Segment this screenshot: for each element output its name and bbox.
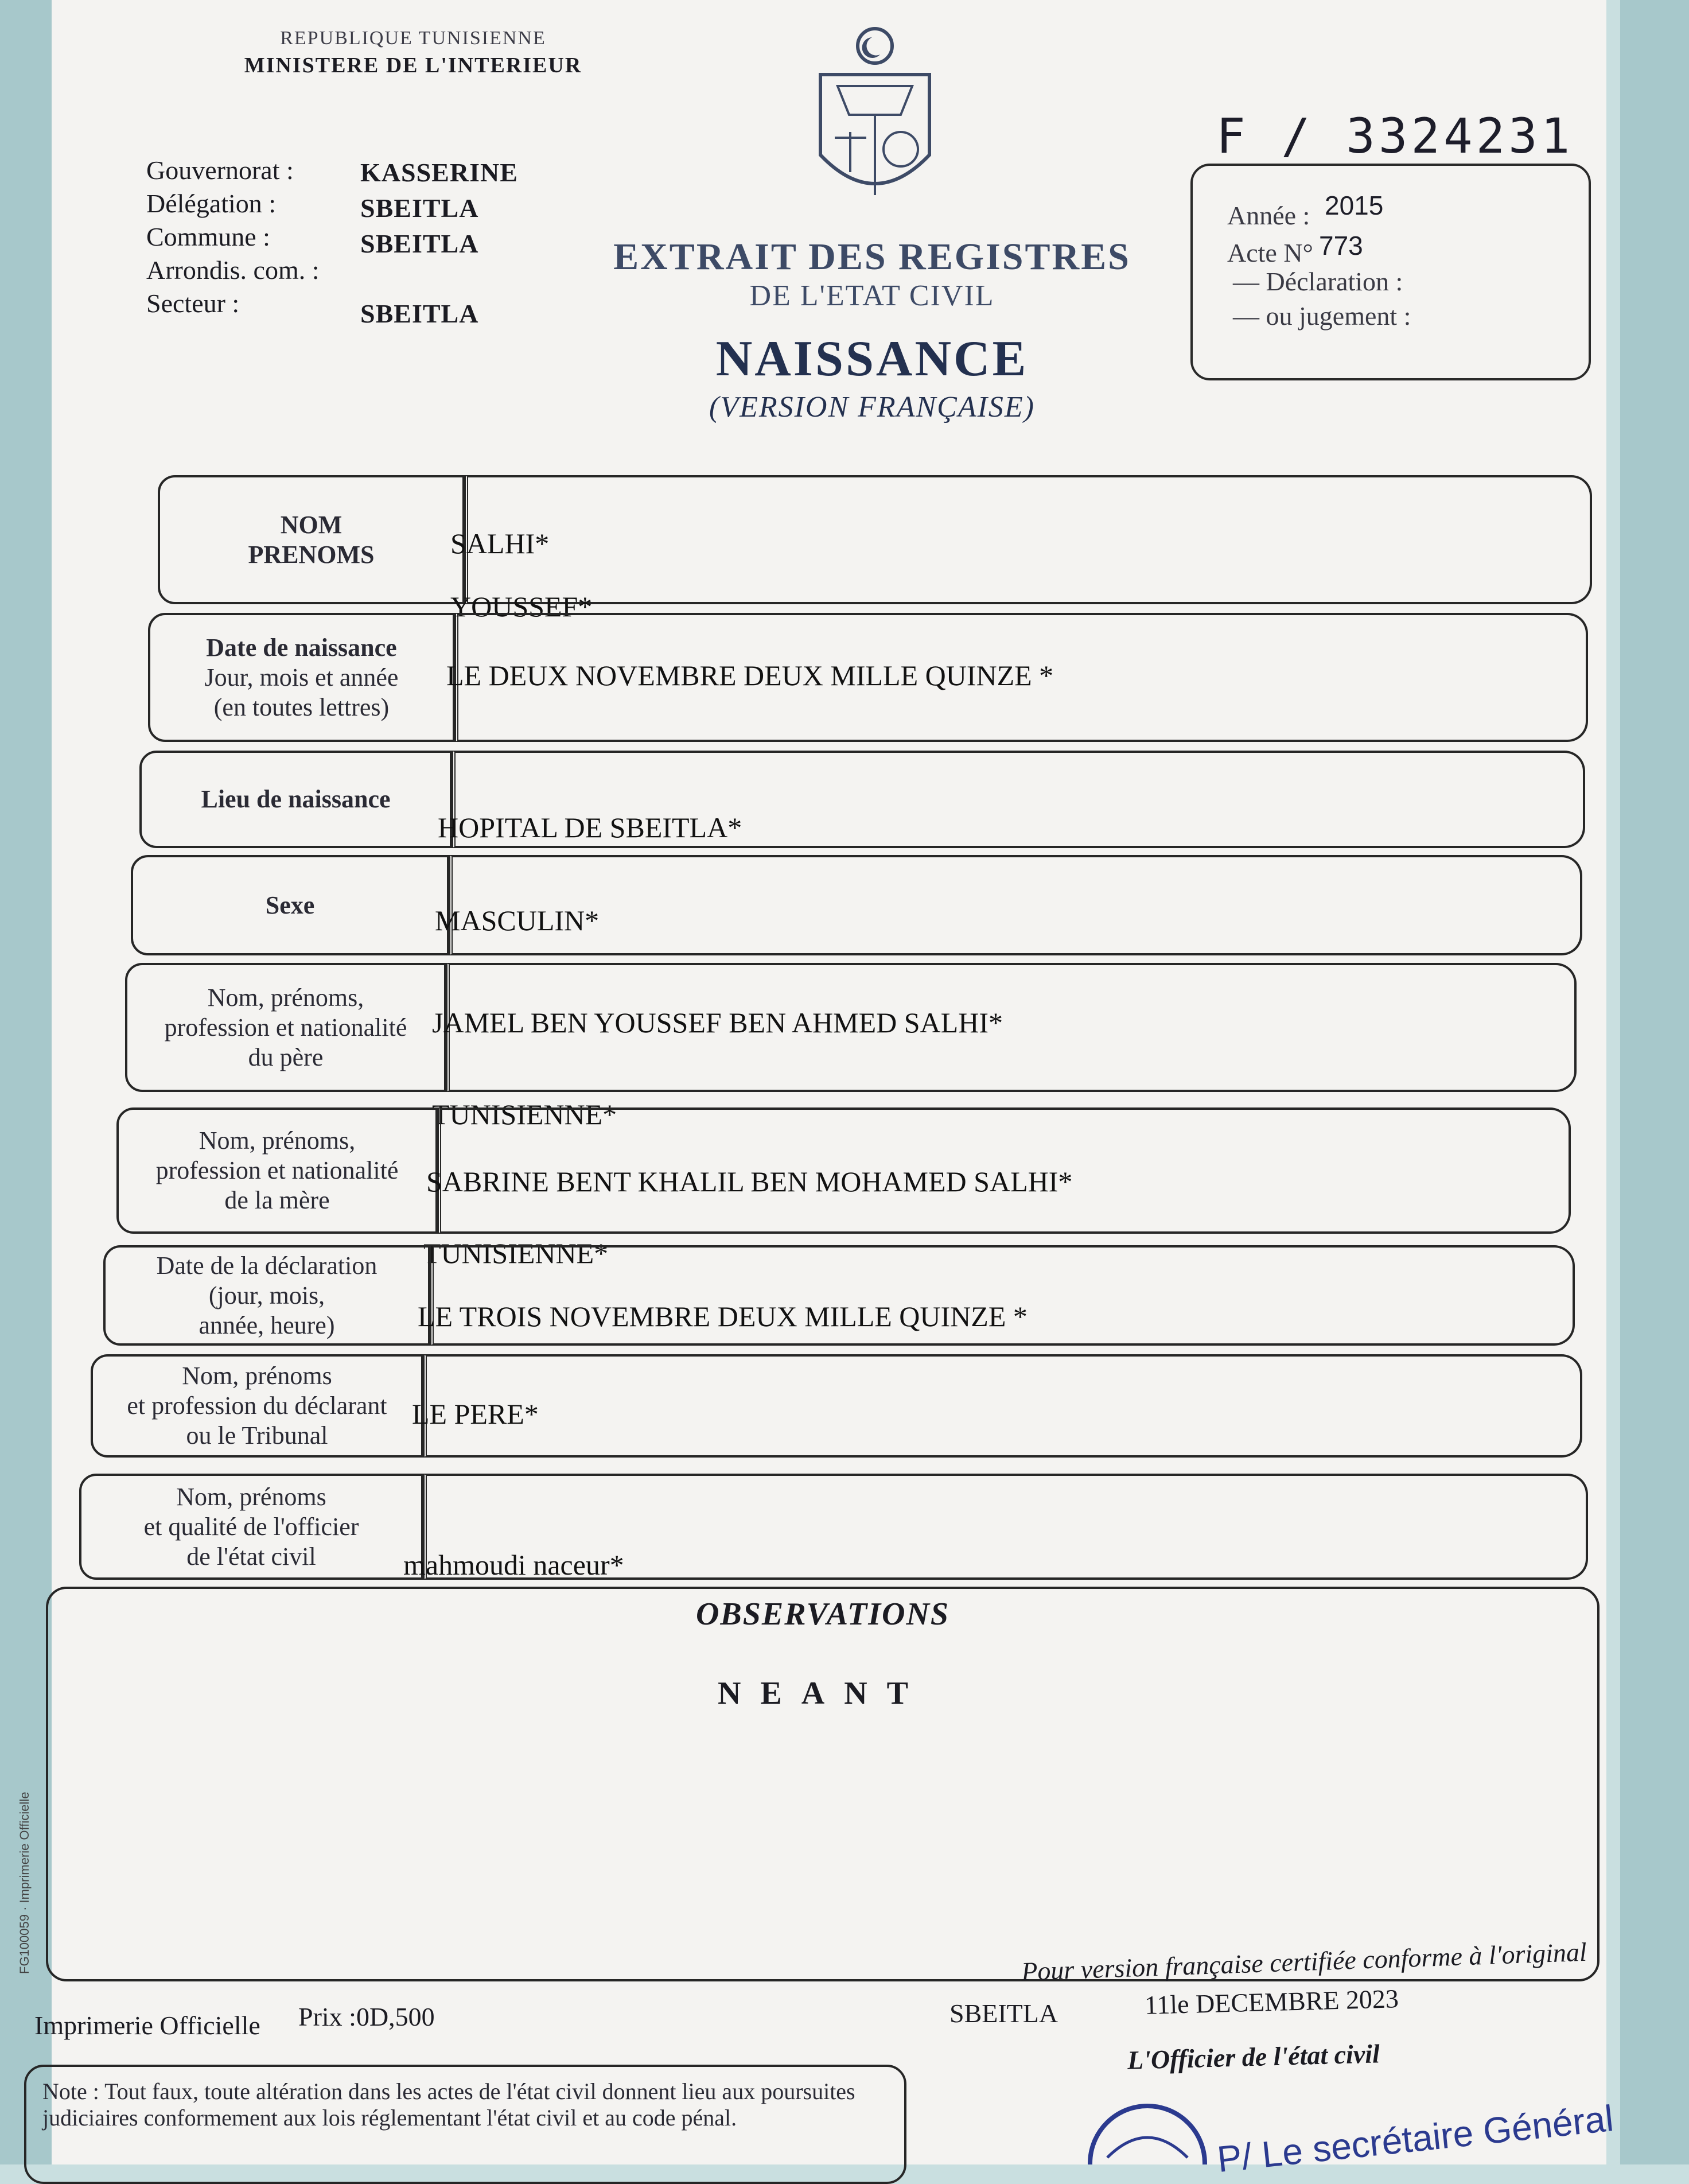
governorate-label: Gouvernorat : [146,156,294,185]
officer-title: L'Officier de l'état civil [1127,2039,1380,2075]
declarant-value: LE PERE* [412,1398,539,1430]
observations-value: NEANT [717,1676,928,1711]
arrondissement-label: Arrondis. com. : [146,255,320,285]
admin-labels [146,154,320,320]
first-name-value: YOUSSEF* [450,590,593,623]
row-birth-date-label [148,613,455,742]
row-father-label [125,963,446,1092]
label-nom: NOM [280,510,343,539]
sex-value: MASCULIN* [435,904,600,936]
label-father-3: du père [248,1043,324,1071]
surname-value: SALHI* [450,527,550,559]
label-officer-3: de l'état civil [186,1542,316,1571]
side-printer-code: FG100059 · Imprimerie Officielle [17,1791,32,1974]
row-name-label [158,475,465,604]
arrondissement-value [360,262,518,296]
title-french-version: (VERSION FRANÇAISE) [709,391,1035,423]
label-officer-1: Nom, prénoms [176,1482,326,1511]
right-paper-border [1620,0,1689,2164]
row-declarant-field [423,1354,1582,1458]
label-declarant-2: et profession du déclarant [127,1392,387,1420]
label-father-1: Nom, prénoms, [207,983,364,1012]
label-mother-3: de la mère [224,1186,330,1214]
father-nationality-value: TUNISIENNE* [432,1098,617,1130]
officer-name-value: mahmoudi naceur* [403,1549,624,1581]
year-value: 2015 [1325,191,1384,220]
price-label: Prix :0D,500 [298,2002,435,2031]
delegation-value: SBEITLA [360,193,479,223]
act-number-value: 773 [1319,231,1363,261]
note-box [24,2065,906,2184]
observations-title: OBSERVATIONS [695,1596,950,1632]
observations-box [46,1587,1600,1981]
row-sex-field [449,855,1582,955]
declaration-label: — Déclaration : [1233,267,1403,296]
label-sex: Sexe [265,891,315,919]
registry-box [1190,164,1591,380]
label-mother-1: Nom, prénoms, [199,1126,356,1155]
signature-text: P/ Le secrétaire Général [1215,2097,1616,2181]
label-officer-2: et qualité de l'officier [143,1512,359,1541]
coat-of-arms-emblem [803,23,947,224]
ministry-label: MINISTERE DE L'INTERIEUR [244,53,582,77]
row-name [158,475,1592,623]
place-label: SBEITLA [949,1999,1058,2028]
title-birth: NAISSANCE [715,331,1029,387]
mother-nationality-value: TUNISIENNE* [423,1237,609,1269]
judgment-label: — ou jugement : [1233,301,1411,331]
declaration-date-value: LE TROIS NOVEMBRE DEUX MILLE QUINZE * [418,1300,1028,1332]
label-declarant-1: Nom, prénoms [182,1362,332,1390]
row-birth-date [148,613,1588,742]
label-birth-place: Lieu de naissance [201,785,391,813]
year-label: Année : [1227,201,1310,230]
label-declaration-2: (jour, mois, [208,1281,325,1309]
mother-name-value: SABRINE BENT KHALIL BEN MOHAMED SALHI* [426,1165,1073,1198]
row-mother-label [116,1107,438,1234]
delegation-label: Délégation : [146,189,277,218]
row-sex-label [131,855,449,955]
birth-date-value: LE DEUX NOVEMBRE DEUX MILLE QUINZE * [446,659,1054,691]
row-declaration-date [103,1245,1575,1346]
row-sex [131,855,1582,955]
label-prenoms: PRENOMS [248,540,375,569]
row-officer-label [79,1474,423,1580]
title-extract: EXTRAIT DES REGISTRES [613,236,1131,278]
issue-date: 11le DECEMBRE 2023 [1144,1984,1399,2020]
commune-label: Commune : [146,222,270,251]
birth-place-value: HOPITAL DE SBEITLA* [438,811,742,844]
label-father-2: profession et nationalité [164,1013,407,1042]
admin-values [360,155,518,332]
printer-label: Imprimerie Officielle [34,2011,260,2040]
row-birth-place-label [139,751,452,848]
commune-value: SBEITLA [360,229,479,258]
row-declarant [91,1354,1582,1458]
father-name-value: JAMEL BEN YOUSSEF BEN AHMED SALHI* [432,1006,1003,1039]
row-officer [79,1474,1588,1580]
label-mother-2: profession et nationalité [155,1156,399,1184]
label-birth-date-sub2: (en toutes lettres) [213,693,390,721]
governorate-value: KASSERINE [360,158,518,187]
row-declarant-label [91,1354,423,1458]
row-name-field [465,475,1592,604]
row-father [125,963,1577,1130]
title-civil-status: DE L'ETAT CIVIL [749,279,995,312]
sector-label: Secteur : [146,289,240,318]
label-declaration-3: année, heure) [199,1311,335,1339]
label-birth-date-sub1: Jour, mois et année [204,663,399,691]
document-number: F / 3324231 [1216,108,1574,164]
label-birth-date: Date de naissance [206,633,397,662]
legal-note: Note : Tout faux, toute altération dans les actes de l'état civil donnent lieu aux poursuites judiciaires conformement aux lois réglementant l'état civil et au code pénal. [42,2078,855,2131]
row-birth-place [139,751,1585,848]
sector-value: SBEITLA [360,299,479,328]
official-stamp [1084,2100,1211,2164]
row-declaration-date-label [103,1245,430,1346]
act-number-label: Acte N° [1227,238,1313,267]
label-declaration-1: Date de la déclaration [156,1251,378,1280]
certified-text: Pour version française certifiée conforme à l'original [1021,1937,1587,1987]
republic-label: REPUBLIQUE TUNISIENNE [280,28,546,49]
label-declarant-3: ou le Tribunal [186,1421,328,1449]
